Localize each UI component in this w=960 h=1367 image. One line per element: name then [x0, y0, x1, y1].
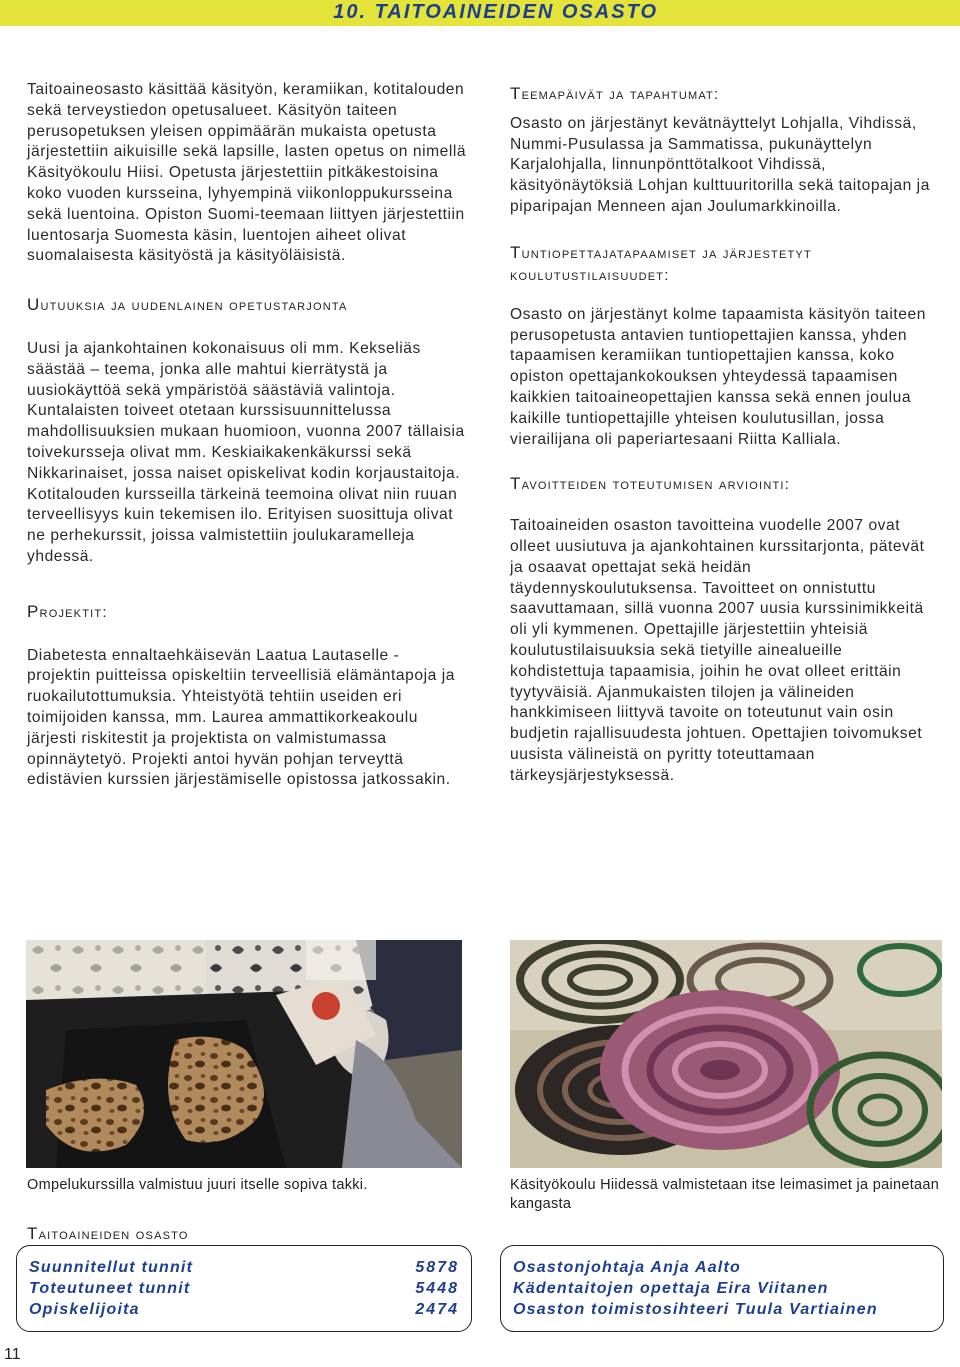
stat-row-planned — [29, 1259, 459, 1280]
stamp-printing-illustration — [510, 940, 942, 1168]
caption-left: Ompelukurssilla valmistuu juuri itselle sopiva takki. — [27, 1177, 368, 1193]
evaluation-heading: Tavoitteiden toteutumisen arviointi: — [510, 474, 791, 494]
projects-paragraph: Diabetesta ennaltaehkäisevän Laatua Lautaselle - projektin puitteissa opiskeltiin terveellisiä elämäntapoja ja ruokailutottumuksia. Yhteistyötä tehtiin useiden eri toimijoiden kanssa, mm. Laurea ammattikorkeakoulu järjesti riskitestit ja projektista on valmistumassa opinnäytetyö. Projekti antoi hyvän pohjan terveyttä edistävien kurssien järjestämiselle opistossa jatkossakin. — [27, 646, 455, 789]
staff-box — [500, 1245, 944, 1332]
sewing-class-illustration — [26, 940, 462, 1168]
intro-paragraph: Taitoaineosasto käsittää käsityön, keramiikan, kotitalouden sekä terveystiedon opetusalueet. Käsityön taiteen perusopetuksen yleisen oppimäärän mukaista opetusta järjestettiin aikuisille sekä lapsille, lasten opetus on nimellä Käsityökoulu Hiisi. Opetusta järjestettiin pitkäkestoisina koko vuoden kursseina, lyhyempinä viikonloppukursseina sekä luentoina. Opiston Suomi-teemaan liittyen järjestettiin luentosarja Suomesta käsin, luentojen aiheet olivat suomalaisesta käsityöstä ja käsityöläisistä. — [27, 81, 467, 265]
stat-row-students — [29, 1301, 459, 1322]
header-bar — [0, 0, 960, 26]
page-number: 11 — [4, 1346, 21, 1363]
meetings-paragraph: Osasto on järjestänyt kolme tapaamista käsityön taiteen perusopetusta antavien tuntiopettajien kanssa, yhden tapaamisen keramiikan tuntiopettajien kanssa, koko opiston opettajankokouksen yhteydessä tapaamisen kaikkien taitoaineopettajien kanssa sekä ennen joulua kaikille tuntiopettajille yhteisen koulutusillan, jossa vierailijana oli paperiartesaani Riitta Kalliala. — [510, 305, 926, 448]
stat-label: Suunnitellut tunnit — [29, 1259, 194, 1276]
stats-title: Taitoaineiden osasto — [27, 1224, 189, 1243]
events-heading: Teemapäivät ja tapahtumat: — [510, 84, 720, 103]
new-offerings-heading: Uutuuksia ja uudenlainen opetustarjonta — [27, 295, 348, 315]
meetings-heading: Tuntiopettajatapaamiset ja järjestetyt koulutustilaisuudet: — [510, 242, 812, 284]
new-offerings-paragraph: Uusi ja ajankohtainen kokonaisuus oli mm. Kekseliäs säästää – teema, jonka alle mahtui kierrätystä ja uusiokäyttöä sekä ympäristöä säästäviä valintoja. Kuntalaisten toiveet otetaan kurssisuunnittelussa mahdollisuuksien mukaan huomioon, vuonna 2007 tällaisia toivekursseja olivat mm. Keskiaikakenkäkurssi sekä Nikkarinaiset, jossa naiset opiskelivat kodin korjaustaitoja. Kotitalouden kursseilla tärkeinä teemoina olivat niin ruuan terveellisyys kuin tekemisen ilo. Erityisen suosittuja olivat ne perhekurssit, joissa valmistettiin joulukaramelleja yhdessä. — [27, 339, 465, 565]
stat-value: 5448 — [415, 1280, 459, 1297]
left-column — [27, 80, 467, 791]
staff-crafts-teacher: Kädentaitojen opettaja Eira Viitanen — [513, 1280, 829, 1297]
projects-heading: Projektit: — [27, 601, 108, 621]
stat-row-realized — [29, 1280, 459, 1301]
stamp-printing-photo — [510, 940, 942, 1168]
stats-box — [16, 1245, 472, 1332]
stat-label: Opiskelijoita — [29, 1301, 140, 1318]
sewing-class-photo — [26, 940, 462, 1168]
staff-office-secretary: Osaston toimistosihteeri Tuula Vartiainen — [513, 1301, 878, 1318]
evaluation-paragraph: Taitoaineiden osaston tavoitteina vuodelle 2007 ovat olleet uusiutuva ja ajankohtainen kurssitarjonta, pätevät ja osaavat opettajat sekä heidän täydennyskoulutuksensa. Tavoitteet on onnistuttu saavuttamaan, sillä vuonna 2007 uusia kurssinimikkeitä oli yli kymmenen. Opettajille järjestettiin yhteisiä koulutustilaisuuksia sekä tietyille ainealueille kohdistettuja tapaamisia, joihin he ovat olleet erittäin tyytyväisiä. Ajanmukaisten tilojen ja välineiden hankkimiseen liittyvä tavoite on toteutunut vain osin budjetin rajallisuudesta johtuen. Opettajien toivomukset uusista välineistä on pyritty toteuttamaan tärkeysjärjestyksessä. — [510, 517, 925, 784]
events-paragraph: Osasto on järjestänyt kevätnäyttelyt Lohjalla, Vihdissä, Nummi-Pusulassa ja Sammatissa, pukunäyttelyn Karjalohjalla, linnunpönttötalkoot Vihdissä, käsityönäytöksiä Lohjan kulttuuritorilla sekä taitopajan ja piparipajan Menneen ajan Joulumarkkinoilla. — [510, 114, 930, 215]
staff-department-head: Osastonjohtaja Anja Aalto — [513, 1259, 741, 1276]
caption-right: Käsityökoulu Hiidessä valmistetaan itse leimasimet ja painetaan kangasta — [510, 1177, 940, 1212]
stat-label: Toteutuneet tunnit — [29, 1280, 191, 1297]
right-column — [510, 84, 940, 787]
page-title: 10. TAITOAINEIDEN OSASTO — [333, 1, 658, 23]
stat-value: 5878 — [415, 1259, 459, 1276]
stat-value: 2474 — [415, 1301, 459, 1318]
